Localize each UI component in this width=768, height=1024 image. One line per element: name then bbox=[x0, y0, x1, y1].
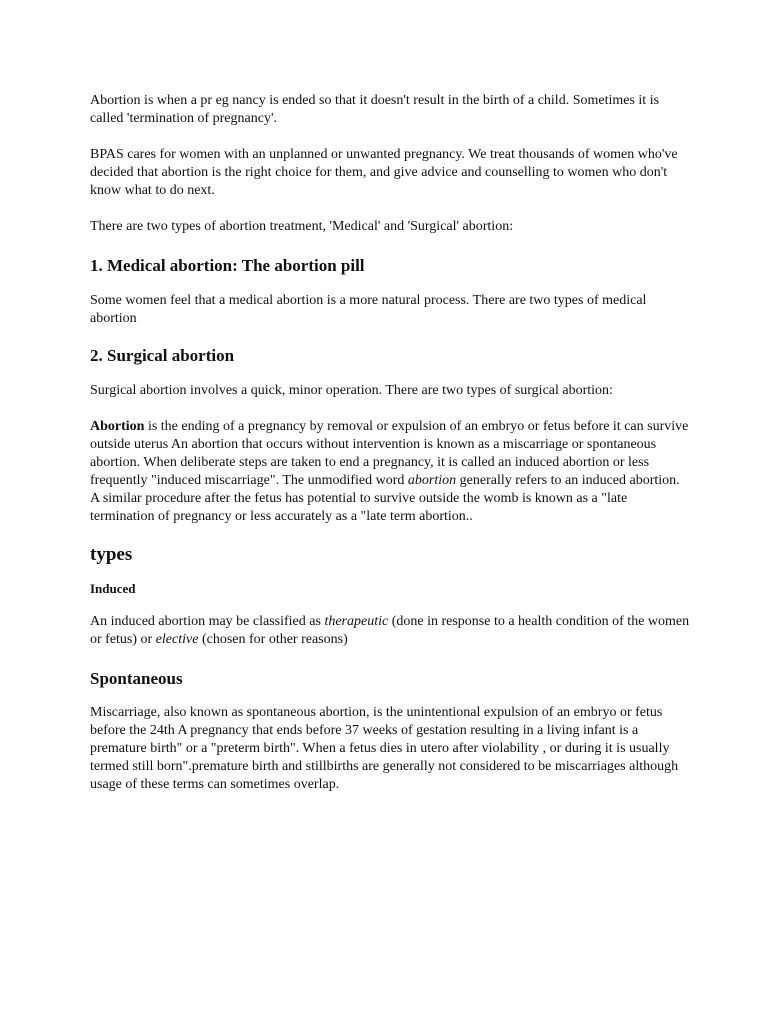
surgical-abortion-text: Surgical abortion involves a quick, minor operation. There are two types of surgical abortion: bbox=[90, 383, 613, 398]
definition-text-2: generally refers to an induced abortion. A similar procedure after the fetus has potential to survive outside the womb is known as a "late termination of pregnancy or less accurately as a "late term abortion.. bbox=[90, 473, 680, 524]
abortion-definition-paragraph bbox=[90, 418, 690, 526]
induced-text-3: (chosen for other reasons) bbox=[198, 632, 348, 647]
elective-term: elective bbox=[155, 632, 199, 647]
induced-paragraph bbox=[90, 613, 690, 649]
surgical-abortion-heading: 2. Surgical abortion bbox=[90, 346, 235, 365]
types-heading: types bbox=[90, 544, 133, 565]
induced-heading: Induced bbox=[90, 581, 136, 596]
abortion-term-bold: Abortion bbox=[90, 419, 145, 434]
abortion-term-italic: abortion bbox=[407, 473, 457, 488]
induced-text-2: (done in response to a health condition of the women or fetus) or bbox=[90, 614, 690, 647]
medical-abortion-text: Some women feel that a medical abortion is a more natural process. There are two types of medical abortion bbox=[90, 293, 647, 326]
spontaneous-paragraph: Miscarriage, also known as spontaneous abortion, is the unintentional expulsion of an embryo or fetus before the 24th A pregnancy that ends before 37 weeks of gestation resulting in a living infant is a premature birth" or a "preterm birth". When a fetus dies in utero after violability , or during it is usually termed still born".premature birth and stillbirths are generally not considered to be miscarriages although usage of these terms can sometimes overlap. bbox=[90, 705, 679, 792]
document-page bbox=[90, 92, 690, 794]
spontaneous-heading: Spontaneous bbox=[90, 669, 183, 688]
therapeutic-term: therapeutic bbox=[324, 614, 389, 629]
induced-text-1: An induced abortion may be classified as bbox=[90, 614, 325, 629]
intro-paragraph-1: Abortion is when a pr eg nancy is ended so that it doesn't result in the birth of a child. Sometimes it is called 'termination of pregnancy'. bbox=[90, 93, 660, 126]
intro-paragraph-2: BPAS cares for women with an unplanned or unwanted pregnancy. We treat thousands of women who've decided that abortion is the right choice for them, and give advice and counselling to women who don't know what to do next. bbox=[90, 147, 678, 198]
intro-paragraph-3: There are two types of abortion treatment, 'Medical' and 'Surgical' abortion: bbox=[90, 219, 514, 234]
definition-text-1: is the ending of a pregnancy by removal or expulsion of an embryo or fetus before it can survive outside uterus An abortion that occurs without intervention is known as a miscarriage or spontaneous abortion. When deliberate steps are taken to end a pregnancy, it is called an induced abortion or less frequently "induced miscarriage". The unmodified word bbox=[90, 419, 689, 488]
medical-abortion-heading: 1. Medical abortion: The abortion pill bbox=[90, 256, 365, 275]
